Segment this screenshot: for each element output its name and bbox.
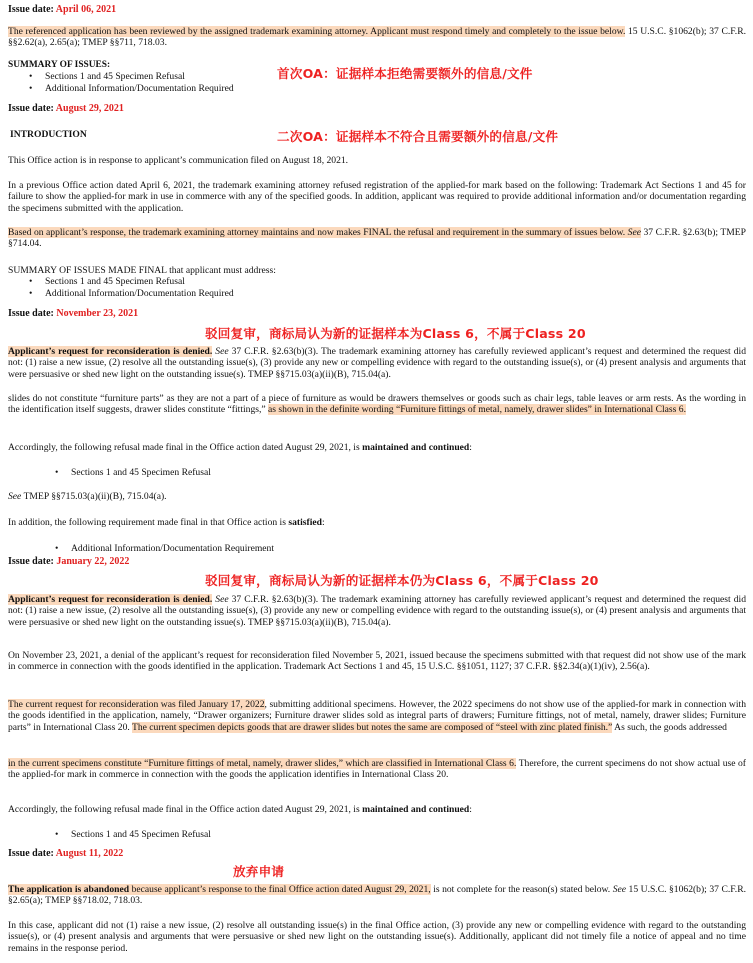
issue-date-3: Issue date: November 23, 2021	[8, 308, 139, 319]
list-item: • Sections 1 and 45 Specimen Refusal	[71, 467, 211, 478]
annotation-note: 首次OA：证据样本拒绝需要额外的信息/文件	[277, 66, 533, 81]
list-item: • Additional Information/Documentation Required	[45, 288, 234, 299]
issue-date-1: Issue date: April 06, 2021	[8, 4, 117, 15]
issue-date-value: November 23, 2021	[56, 308, 139, 319]
list-item: • Sections 1 and 45 Specimen Refusal	[45, 276, 185, 287]
paragraph: Accordingly, the following refusal made final in the Office action dated August 29, 2021, is maintained and continued:	[8, 804, 472, 815]
list-item: • Sections 1 and 45 Specimen Refusal	[45, 71, 185, 82]
paragraph: In this case, applicant did not (1) raise a new issue, (2) resolve all outstanding issue(s) in the final Office action, (3) provide any new or compelling evidence with regard to the outstanding issue(s), or (4) present analysis and arguments that were persuasive or shed new light on the outstanding issue(s). Additionally, applicant did not timely file a notice of appeal and no time remains in the response period.	[8, 920, 746, 954]
paragraph: Accordingly, the following refusal made final in the Office action dated August 29, 2021, is maintained and continued:	[8, 442, 472, 453]
issue-date-value: April 06, 2021	[55, 4, 117, 15]
issue-date-5: Issue date: August 11, 2022	[8, 848, 124, 859]
introduction-heading: INTRODUCTION	[10, 129, 87, 140]
paragraph: See TMEP §§715.03(a)(ii)(B), 715.04(a).	[8, 491, 167, 502]
annotation-note: 驳回复审，商标局认为新的证据样本为Class 6，不属于Class 20	[205, 326, 586, 341]
paragraph: The application is abandoned because applicant’s response to the final Office action dated August 29, 2021, is not complete for the reason(s) stated below. See 15 U.S.C. §1062(b); 37 C.F.R. §2.65(a); TMEP §§718.02, 718.03.	[8, 884, 747, 907]
paragraph: This Office action is in response to applicant’s communication filed on August 18, 2021.	[8, 155, 349, 166]
paragraph: In addition, the following requirement made final in that Office action is satisfied:	[8, 517, 325, 528]
paragraph: On November 23, 2021, a denial of the applicant’s request for reconsideration filed November 5, 2021, issued because the specimens submitted with that request did not show use of the mark in commerce in connection with the goods identified in the application. Trademark Act Sections 1 and 45, 15 U.S.C. §§1051, 1127; 37 C.F.R. §§2.34(a)(1)(iv), 2.56(a).	[8, 650, 746, 673]
issue-date-value: August 29, 2021	[55, 103, 124, 114]
annotation-note: 驳回复审，商标局认为新的证据样本仍为Class 6，不属于Class 20	[205, 573, 599, 588]
summary-heading: SUMMARY OF ISSUES:	[8, 60, 111, 70]
paragraph: in the current specimens constitute “Furniture fittings of metal, namely, drawer slides,” which are classified in International Class 6. Therefore, the current specimens do not show actual use of the applied-for mark in commerce in connection with the goods the application identifies in International Class 20.	[8, 758, 746, 781]
paragraph: The referenced application has been reviewed by the assigned trademark examining attorney. Applicant must respond timely and completely to the issue below. 15 U.S.C. §1062(b); 37 C.F.R. §§2.62(a), 2.65(a); TMEP §§711, 718.03.	[8, 26, 746, 49]
issue-date-2: Issue date: August 29, 2021	[8, 103, 124, 114]
issue-date-value: January 22, 2022	[56, 556, 130, 567]
issue-date-value: August 11, 2022	[55, 848, 124, 859]
paragraph: slides do not constitute “furniture parts” as they are not a part of a piece of furniture as would be drawers themselves or goods such as chair legs, table leaves or arm rests. As the wording in the identification itself suggests, drawer slides constitute “fittings,” as shown in the definite wording “Furniture fittings of metal, namely, drawer slides” in International Class 6.	[8, 393, 746, 416]
annotation-note: 二次OA：证据样本不符合且需要额外的信息/文件	[277, 129, 559, 144]
paragraph: Based on applicant’s response, the trademark examining attorney maintains and now makes FINAL the refusal and requirement in the summary of issues below. See 37 C.F.R. §2.63(b); TMEP §714.04.	[8, 227, 746, 250]
annotation-note: 放弃申请	[233, 864, 285, 879]
list-item: • Additional Information/Documentation Required	[45, 83, 234, 94]
paragraph: In a previous Office action dated April 6, 2021, the trademark examining attorney refused registration of the applied-for mark based on the following: Trademark Act Sections 1 and 45 for failure to show the applied-for mark in use in commerce with any of the specified goods. In addition, applicant was required to provide additional information and/or documentation regarding the specimens submitted with the application.	[8, 180, 746, 214]
list-item: • Sections 1 and 45 Specimen Refusal	[71, 829, 211, 840]
summary-heading: SUMMARY OF ISSUES MADE FINAL that applicant must address:	[8, 265, 276, 276]
paragraph: The current request for reconsideration was filed January 17, 2022, submitting additional specimens. However, the 2022 specimens do not show use of the applied-for mark in connection with the goods identified in the application, namely, “Drawer organizers; Furniture drawer slides sold as integral parts of drawers; Furniture fittings, not of metal, namely, drawer slides; Furniture parts” in International Class 20. The current specimen depicts goods that are drawer slides but notes the same are composed of “steel with zinc plated finish.” As such, the goods addressed	[8, 699, 746, 733]
list-item: • Additional Information/Documentation Requirement	[71, 543, 274, 554]
issue-date-4: Issue date: January 22, 2022	[8, 556, 130, 567]
paragraph: Applicant’s request for reconsideration is denied. See 37 C.F.R. §2.63(b)(3). The trademark examining attorney has carefully reviewed applicant’s request and determined the request did not: (1) raise a new issue, (2) resolve all the outstanding issue(s), (3) provide any new or compelling evidence with regard to the outstanding issue(s), or (4) present analysis and arguments that were persuasive or shed new light on the outstanding issue(s). TMEP §§715.03(a)(ii)(B), 715.04(a).	[8, 346, 746, 380]
paragraph: Applicant’s request for reconsideration is denied. See 37 C.F.R. §2.63(b)(3). The trademark examining attorney has carefully reviewed applicant’s request and determined the request did not: (1) raise a new issue, (2) resolve all the outstanding issue(s), (3) provide any new or compelling evidence with regard to the outstanding issue(s), or (4) present analysis and arguments that were persuasive or shed new light on the outstanding issue(s). TMEP §§715.03(a)(ii)(B), 715.04(a).	[8, 594, 746, 628]
